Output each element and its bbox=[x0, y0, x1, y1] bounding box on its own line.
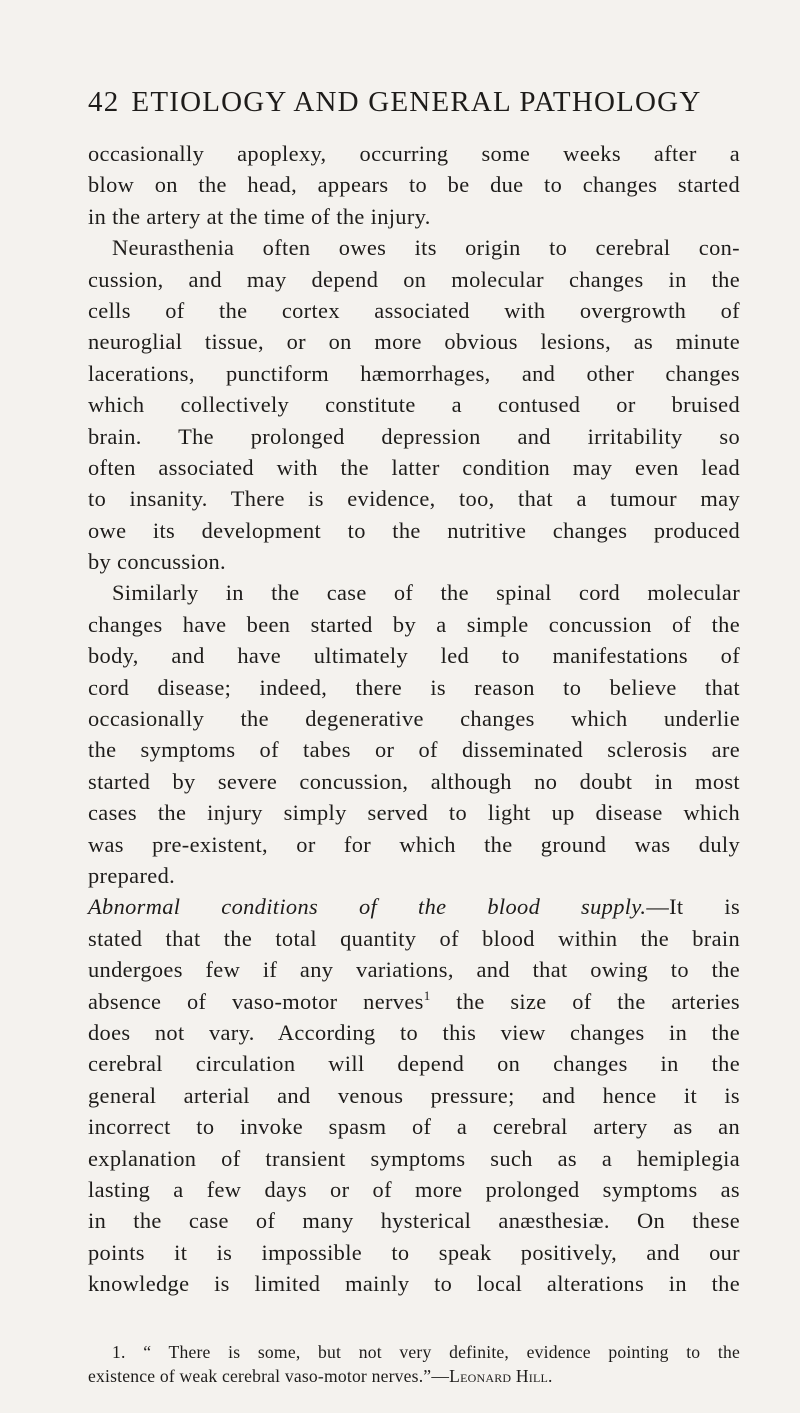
text-line: occasionally the degenerative changes which underlie bbox=[88, 706, 740, 732]
text-line: started by severe concussion, although no doubt in most bbox=[88, 768, 740, 794]
text-line: lasting a few days or of more prolonged symptoms as bbox=[88, 1176, 740, 1202]
text-line: Similarly in the case of the spinal cord molecular bbox=[112, 580, 740, 606]
page-number: 42 bbox=[88, 86, 120, 118]
text-line: incorrect to invoke spasm of a cerebral artery as an bbox=[88, 1114, 740, 1140]
text-line: the symptoms of tabes or of disseminated sclerosis are bbox=[88, 737, 740, 763]
text-line: blow on the head, appears to be due to changes started bbox=[88, 172, 740, 198]
text-line: prepared. bbox=[88, 862, 176, 888]
footnote-text: existence of weak cerebral vaso-motor nerves.”— bbox=[88, 1366, 450, 1386]
text-line: lacerations, punctiform hæmorrhages, and other changes bbox=[88, 360, 740, 386]
footnote bbox=[88, 1340, 740, 1388]
text-line: knowledge is limited mainly to local alterations in the bbox=[88, 1271, 740, 1297]
footnote-text: “ There is some, but not very definite, evidence pointing to the bbox=[143, 1342, 740, 1362]
text-line: cord disease; indeed, there is reason to believe that bbox=[88, 674, 740, 700]
text-line: undergoes few if any variations, and that owing to the bbox=[88, 957, 740, 983]
text-line: occasionally apoplexy, occurring some weeks after a bbox=[88, 141, 740, 166]
text-line: body, and have ultimately led to manifestations of bbox=[88, 643, 740, 669]
footnote-line bbox=[88, 1364, 740, 1388]
body-text bbox=[88, 138, 740, 1299]
footnote-reference: 1 bbox=[423, 987, 431, 1003]
footnote-marker: 1. bbox=[112, 1342, 126, 1362]
text-line: cussion, and may depend on molecular changes in the bbox=[88, 266, 740, 292]
running-header bbox=[88, 84, 760, 120]
text-line: Neurasthenia often owes its origin to cerebral con- bbox=[112, 235, 740, 261]
footnote-author: Leonard Hill. bbox=[449, 1366, 553, 1386]
text-line: brain. The prolonged depression and irritability so bbox=[88, 423, 740, 449]
text-line: points it is impossible to speak positively, and our bbox=[88, 1239, 740, 1265]
text-line: explanation of transient symptoms such as a hemiplegia bbox=[88, 1145, 740, 1171]
section-lead-in: —It is bbox=[646, 894, 741, 920]
text-line: changes have been started by a simple concussion of the bbox=[88, 611, 740, 637]
text-line: in the artery at the time of the injury. bbox=[88, 203, 431, 229]
text-line: to insanity. There is evidence, too, that a tumour may bbox=[88, 486, 740, 512]
running-title: ETIOLOGY AND GENERAL PATHOLOGY bbox=[131, 86, 702, 118]
text-line-with-footnote bbox=[88, 986, 740, 1017]
text-line: in the case of many hysterical anæsthesiæ. On these bbox=[88, 1208, 740, 1234]
text-line: owe its development to the nutritive changes produced bbox=[88, 517, 740, 543]
text-line: was pre-existent, or for which the ground was duly bbox=[88, 831, 740, 857]
text-line: neuroglial tissue, or on more obvious lesions, as minute bbox=[88, 329, 740, 355]
text-fragment: absence of vaso-motor nerves bbox=[88, 988, 424, 1014]
text-line: cases the injury simply served to light up disease which bbox=[88, 800, 740, 826]
text-line: general arterial and venous pressure; and hence it is bbox=[88, 1082, 740, 1108]
text-line: which collectively constitute a contused or bruised bbox=[88, 392, 740, 418]
text-line: does not vary. According to this view changes in the bbox=[88, 1019, 740, 1045]
text-line: stated that the total quantity of blood within the brain bbox=[88, 925, 740, 951]
text-line: often associated with the latter condition may even lead bbox=[88, 454, 740, 480]
section-heading-line bbox=[88, 891, 740, 922]
text-line: by concussion. bbox=[88, 549, 226, 575]
section-heading: Abnormal conditions of the blood supply. bbox=[88, 894, 647, 920]
text-line: cells of the cortex associated with overgrowth of bbox=[88, 297, 740, 323]
footnote-line bbox=[88, 1340, 740, 1364]
text-fragment: the size of the arteries bbox=[456, 988, 740, 1014]
text-line: cerebral circulation will depend on changes in the bbox=[88, 1051, 740, 1077]
